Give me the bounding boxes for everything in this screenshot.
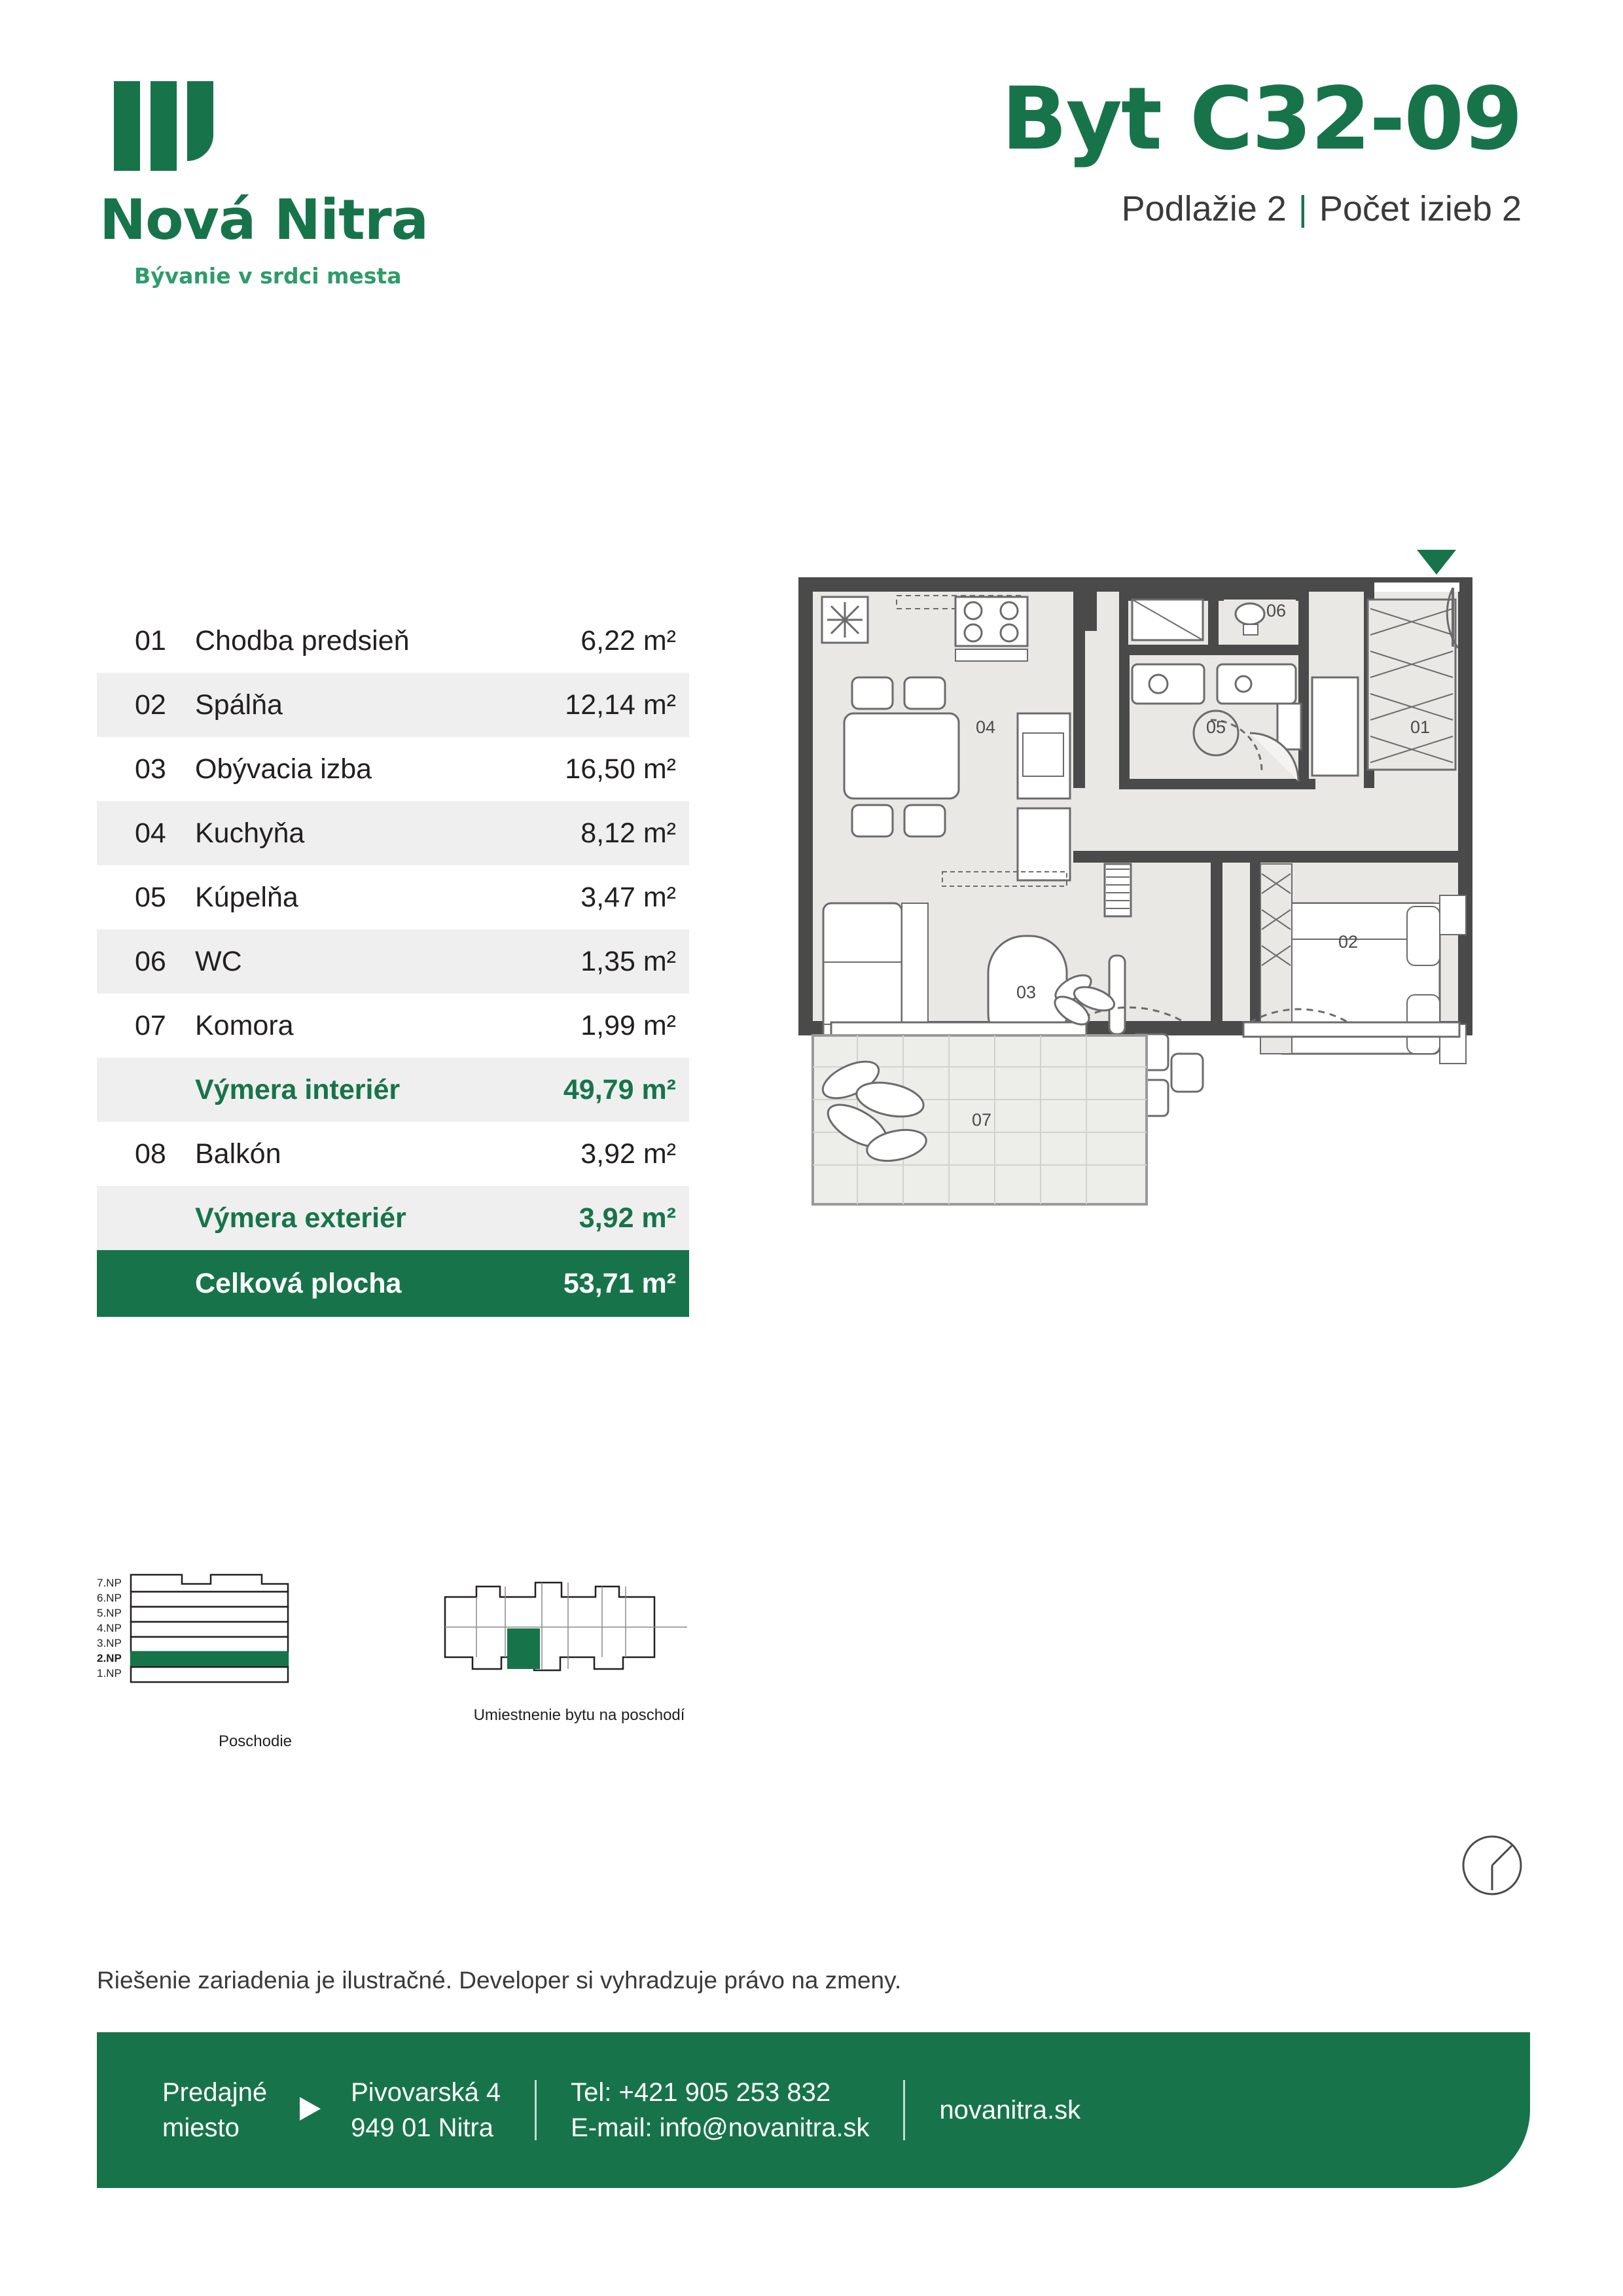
room-area: 1,35 m² — [580, 945, 676, 977]
room-name: Kúpelňa — [195, 881, 298, 913]
footer-address-line2: 949 01 Nitra — [351, 2113, 494, 2142]
entry-arrow-icon — [1417, 550, 1456, 575]
room-number: 01 — [135, 624, 166, 656]
room-name: Komora — [195, 1009, 294, 1041]
grand-total-label: Celková plocha — [195, 1267, 402, 1299]
page-title: Byt C32-09 — [1001, 69, 1522, 170]
table-row — [97, 737, 689, 801]
room-area: 6,22 m² — [580, 624, 676, 656]
footer-sales-point — [97, 2075, 501, 2145]
table-row — [97, 865, 689, 929]
room-area: 8,12 m² — [580, 817, 676, 849]
floor-label-3[interactable]: 3.NP — [97, 1637, 122, 1649]
room-area: 3,92 m² — [580, 1138, 676, 1170]
room-area: 12,14 m² — [565, 689, 676, 721]
exterior-total-area: 3,92 m² — [579, 1202, 676, 1234]
room-area: 1,99 m² — [580, 1009, 676, 1041]
rooms-table — [97, 609, 689, 1317]
interior-total-area: 49,79 m² — [563, 1073, 676, 1105]
room-area: 16,50 m² — [565, 753, 676, 785]
position-diagram — [432, 1571, 726, 1725]
room-area: 3,47 m² — [580, 881, 676, 913]
plan-label-07: 07 — [971, 1110, 992, 1130]
disclaimer-text: Riešenie zariadenia je ilustračné. Developer si vyhradzuje právo na zmeny. — [97, 1967, 902, 1994]
plan-label-01: 01 — [1410, 717, 1431, 737]
interior-total-label: Výmera interiér — [195, 1073, 401, 1105]
footer-sales-label — [162, 2075, 267, 2145]
footer-bar — [97, 2032, 1530, 2188]
exterior-total-row — [97, 1186, 689, 1250]
position-caption: Umiestnenie bytu na poschodí — [473, 1706, 685, 1724]
room-number: 05 — [135, 881, 166, 913]
footer-address — [351, 2075, 501, 2145]
footer-address-line1: Pivovarská 4 — [351, 2078, 501, 2107]
room-name: Kuchyňa — [195, 817, 305, 849]
plan-label-06: 06 — [1266, 601, 1287, 620]
table-row — [97, 1122, 689, 1186]
nova-nitra-logo-icon — [111, 79, 226, 173]
floor-label-1[interactable]: 1.NP — [97, 1667, 122, 1679]
plan-label-02: 02 — [1338, 932, 1359, 952]
room-name: Chodba predsieň — [195, 624, 410, 656]
footer-divider-1 — [535, 2080, 537, 2140]
footer-sales-line2: miesto — [162, 2113, 240, 2142]
grand-total-row — [97, 1250, 689, 1317]
room-number: 03 — [135, 753, 166, 785]
floor-label-4[interactable]: 4.NP — [97, 1622, 122, 1634]
room-name: WC — [195, 945, 242, 977]
room-name: Spálňa — [195, 689, 283, 721]
highlighted-apartment — [507, 1628, 540, 1669]
room-number: 04 — [135, 817, 166, 849]
header-subtitle — [1001, 188, 1522, 229]
plan-label-05: 05 — [1205, 717, 1226, 737]
table-row — [97, 673, 689, 737]
table-row — [97, 994, 689, 1058]
table-row — [97, 801, 689, 865]
subtitle-separator: | — [1298, 188, 1308, 228]
floor-selector-diagram — [92, 1571, 419, 1751]
room-name: Balkón — [195, 1138, 281, 1170]
plan-label-03: 03 — [1016, 982, 1037, 1002]
rooms-label: Počet izieb 2 — [1319, 188, 1522, 228]
footer-email[interactable]: E-mail: info@novanitra.sk — [571, 2113, 870, 2142]
room-number: 08 — [135, 1138, 166, 1170]
play-arrow-icon — [297, 2094, 323, 2126]
footer-website[interactable]: novanitra.sk — [939, 2095, 1081, 2125]
grand-total-area: 53,71 m² — [563, 1267, 676, 1299]
brand-tagline: Bývanie v srdci mesta — [134, 263, 402, 289]
floor-label-5[interactable]: 5.NP — [97, 1607, 122, 1619]
footer-phone[interactable]: Tel: +421 905 253 832 — [571, 2078, 831, 2107]
plan-label-04: 04 — [975, 717, 996, 737]
brand-logo-block — [98, 79, 465, 289]
footer-divider-2 — [903, 2080, 905, 2140]
table-row — [97, 929, 689, 994]
compass-north-icon — [1459, 1833, 1525, 1898]
room-number: 07 — [135, 1009, 166, 1041]
header-title-block — [1001, 69, 1522, 229]
room-number: 02 — [135, 689, 166, 721]
table-row — [97, 609, 689, 673]
room-number: 06 — [135, 945, 166, 977]
floor-label-7[interactable]: 7.NP — [97, 1577, 122, 1589]
brand-name: Nová Nitra — [99, 188, 429, 253]
footer-sales-line1: Predajné — [162, 2078, 268, 2107]
floor-label-6[interactable]: 6.NP — [97, 1592, 122, 1604]
floor-label: Podlažie 2 — [1121, 188, 1287, 228]
plan-geometry — [798, 550, 1472, 1204]
footer-contact — [571, 2075, 869, 2145]
floor-label-2-active[interactable]: 2.NP — [97, 1652, 122, 1664]
room-name: Obývacia izba — [195, 753, 372, 785]
floor-selector-caption: Poschodie — [218, 1732, 293, 1750]
exterior-total-label: Výmera exteriér — [195, 1202, 406, 1234]
floor-plan — [792, 537, 1554, 1518]
interior-total-row — [97, 1058, 689, 1122]
